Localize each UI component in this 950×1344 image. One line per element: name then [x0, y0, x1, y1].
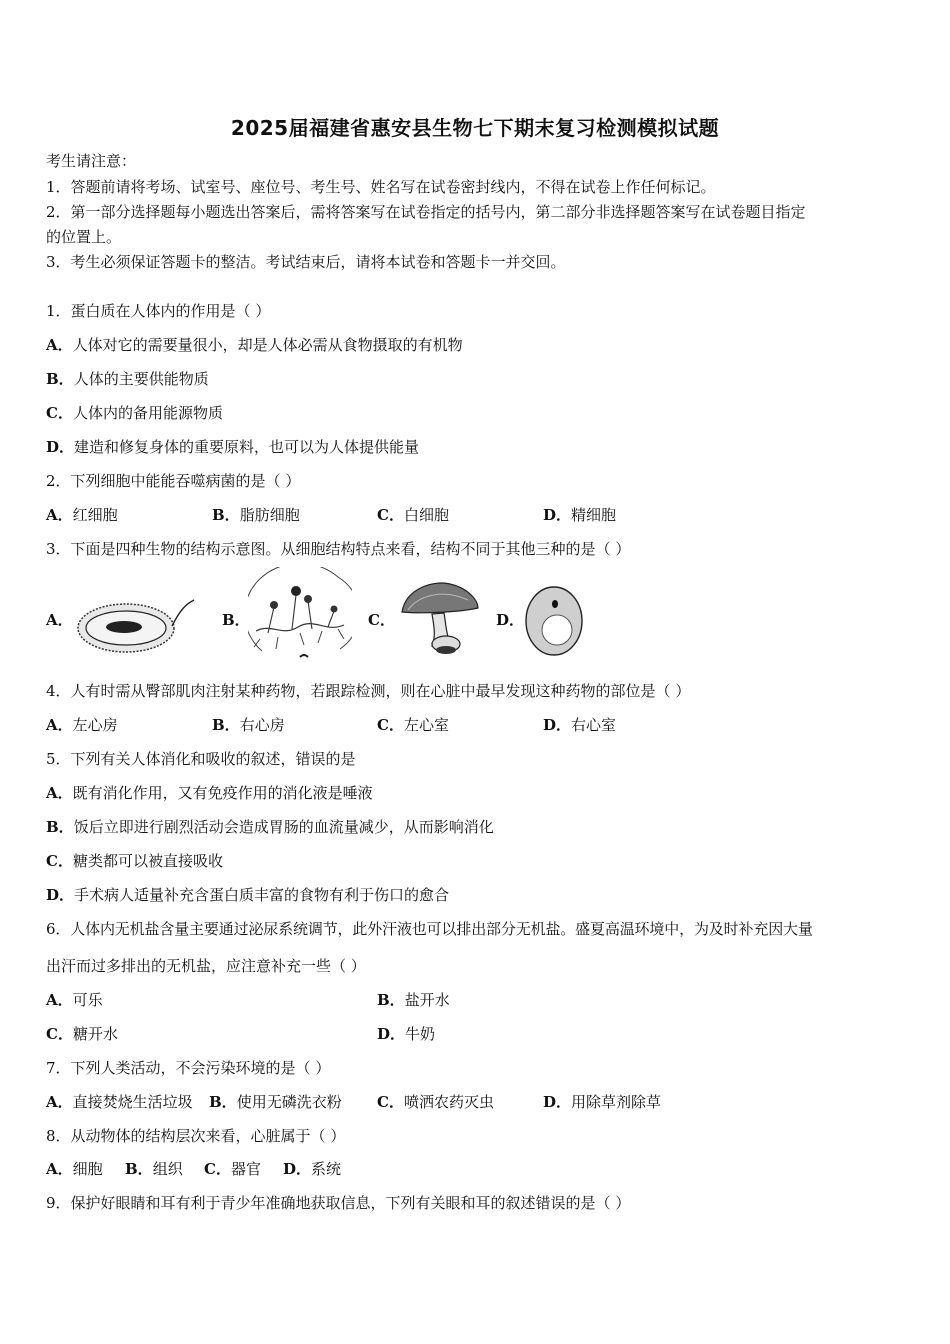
- question-stem: 1．蛋白质在人体内的作用是（ ）: [46, 302, 271, 320]
- option-label: A．: [46, 991, 73, 1009]
- answer-option: [377, 715, 449, 735]
- option-label: D．: [377, 1025, 406, 1043]
- option-text: 使用无磷洗衣粉: [236, 1093, 342, 1111]
- option-text: 既有消化作用，又有免疫作用的消化液是唾液: [72, 784, 373, 802]
- mushroom-illustration: [398, 578, 482, 656]
- answer-option: [212, 505, 300, 525]
- option-text: 糖开水: [72, 1025, 118, 1043]
- option-text: 糖类都可以被直接吸收: [72, 852, 223, 870]
- notice-item: 1．答题前请将考场、试室号、座位号、考生号、姓名写在试卷密封线内，不得在试卷上作任何标记。: [46, 178, 716, 196]
- notice-heading: 考生请注意：: [46, 152, 137, 170]
- notice-item: 2．第一部分选择题每小题选出答案后，需将答案写在试卷指定的括号内，第二部分非选择题答案写在试卷题目指定: [46, 203, 806, 221]
- option-text: 可乐: [72, 991, 103, 1009]
- option-label: C．: [377, 506, 404, 524]
- option-text: 白细胞: [403, 506, 449, 524]
- option-text: 器官: [230, 1160, 261, 1178]
- answer-option: [46, 437, 419, 457]
- answer-option: [283, 1159, 341, 1179]
- option-label: D．: [543, 506, 572, 524]
- answer-option: [46, 715, 118, 735]
- answer-option: [46, 990, 103, 1010]
- option-text: 人体对它的需要量很小，却是人体必需从食物摄取的有机物: [72, 336, 463, 354]
- notice-item: 的位置上。: [46, 228, 122, 246]
- option-label: A．: [46, 784, 73, 802]
- option-text: 脂肪细胞: [239, 506, 300, 524]
- option-text: 人体内的备用能源物质: [72, 404, 223, 422]
- option-label: B．: [209, 1093, 237, 1111]
- answer-option: [46, 817, 494, 837]
- answer-option: [377, 1024, 435, 1044]
- question-stem: 5．下列有关人体消化和吸收的叙述，错误的是: [46, 750, 356, 768]
- option-text: 喷洒农药灭虫: [403, 1093, 494, 1111]
- answer-option: [46, 851, 223, 871]
- answer-option: [46, 369, 209, 389]
- option-label: B．: [222, 611, 250, 629]
- option-label: A．: [46, 1093, 73, 1111]
- answer-option: [377, 990, 450, 1010]
- option-text: 右心室: [571, 716, 617, 734]
- answer-option: [543, 715, 616, 735]
- option-label: C．: [46, 852, 73, 870]
- page-title: 2025届福建省惠安县生物七下期末复习检测模拟试题: [230, 116, 720, 140]
- bacterium-illustration: [72, 596, 196, 660]
- option-label: A．: [46, 1160, 73, 1178]
- answer-option: [46, 505, 118, 525]
- answer-option: [46, 1024, 118, 1044]
- option-label: C．: [204, 1160, 231, 1178]
- answer-option: [543, 1092, 661, 1112]
- option-text: 组织: [152, 1160, 183, 1178]
- mold-illustration: [248, 567, 352, 661]
- option-label: B．: [46, 818, 74, 836]
- option-label: D．: [46, 438, 75, 456]
- question-stem: 2．下列细胞中能能吞噬病菌的是（ ）: [46, 472, 301, 490]
- answer-option: [46, 885, 449, 905]
- yeast-cell-illustration: [522, 584, 586, 658]
- option-label: A．: [46, 506, 73, 524]
- answer-option: [204, 1159, 261, 1179]
- option-label: D．: [543, 1093, 572, 1111]
- option-text: 用除草剂除草: [571, 1093, 662, 1111]
- option-label: B．: [212, 716, 240, 734]
- answer-option: [543, 505, 616, 525]
- option-text: 人体的主要供能物质: [73, 370, 209, 388]
- option-text: 盐开水: [404, 991, 450, 1009]
- answer-option: [377, 505, 449, 525]
- option-label: C．: [46, 404, 73, 422]
- answer-option: [46, 403, 223, 423]
- answer-option: [209, 1092, 342, 1112]
- option-label: D．: [496, 611, 525, 629]
- answer-option: [377, 1092, 494, 1112]
- option-label: B．: [125, 1160, 153, 1178]
- option-text: 建造和修复身体的重要原料，也可以为人体提供能量: [74, 438, 420, 456]
- question-stem: 3．下面是四种生物的结构示意图。从细胞结构特点来看，结构不同于其他三种的是（ ）: [46, 540, 631, 558]
- option-text: 精细胞: [571, 506, 617, 524]
- answer-option: [212, 715, 285, 735]
- option-text: 饭后立即进行剧烈活动会造成胃肠的血流量减少，从而影响消化: [73, 818, 494, 836]
- option-label: B．: [212, 506, 240, 524]
- question-stem-continued: 出汗而过多排出的无机盐，应注意补充一些（ ）: [46, 957, 366, 975]
- option-label: D．: [283, 1160, 312, 1178]
- option-text: 直接焚烧生活垃圾: [72, 1093, 193, 1111]
- option-text: 牛奶: [405, 1025, 436, 1043]
- question-stem: 8．从动物体的结构层次来看，心脏属于（ ）: [46, 1127, 346, 1145]
- option-text: 手术病人适量补充含蛋白质丰富的食物有利于伤口的愈合: [74, 886, 450, 904]
- option-label: D．: [46, 886, 75, 904]
- notice-item: 3．考生必须保证答题卡的整洁。考试结束后，请将本试卷和答题卡一并交回。: [46, 253, 566, 271]
- question-stem: 4．人有时需从臀部肌肉注射某种药物，若跟踪检测，则在心脏中最早发现这种药物的部位是（ ）: [46, 682, 691, 700]
- option-text: 左心室: [403, 716, 449, 734]
- answer-option: [46, 1092, 193, 1112]
- answer-option: [46, 783, 373, 803]
- option-label: C．: [46, 1025, 73, 1043]
- option-label: B．: [377, 991, 405, 1009]
- option-label: C．: [377, 1093, 404, 1111]
- option-label: A．: [46, 611, 73, 629]
- option-label: C．: [368, 611, 395, 629]
- option-text: 细胞: [72, 1160, 103, 1178]
- answer-option: [46, 1159, 103, 1179]
- option-text: 红细胞: [72, 506, 118, 524]
- option-label: B．: [46, 370, 74, 388]
- question-stem: 6．人体内无机盐含量主要通过泌尿系统调节，此外汗液也可以排出部分无机盐。盛夏高温环境中，为及时补充因大量: [46, 920, 813, 938]
- question-stem: 7．下列人类活动，不会污染环境的是（ ）: [46, 1059, 331, 1077]
- answer-option: [125, 1159, 183, 1179]
- option-label: A．: [46, 336, 73, 354]
- option-text: 右心房: [239, 716, 285, 734]
- option-label: C．: [377, 716, 404, 734]
- option-text: 系统: [311, 1160, 342, 1178]
- option-label: A．: [46, 716, 73, 734]
- answer-option: [46, 335, 463, 355]
- option-text: 左心房: [72, 716, 118, 734]
- question-stem: 9．保护好眼睛和耳有利于青少年准确地获取信息，下列有关眼和耳的叙述错误的是（ ）: [46, 1194, 631, 1212]
- option-label: D．: [543, 716, 572, 734]
